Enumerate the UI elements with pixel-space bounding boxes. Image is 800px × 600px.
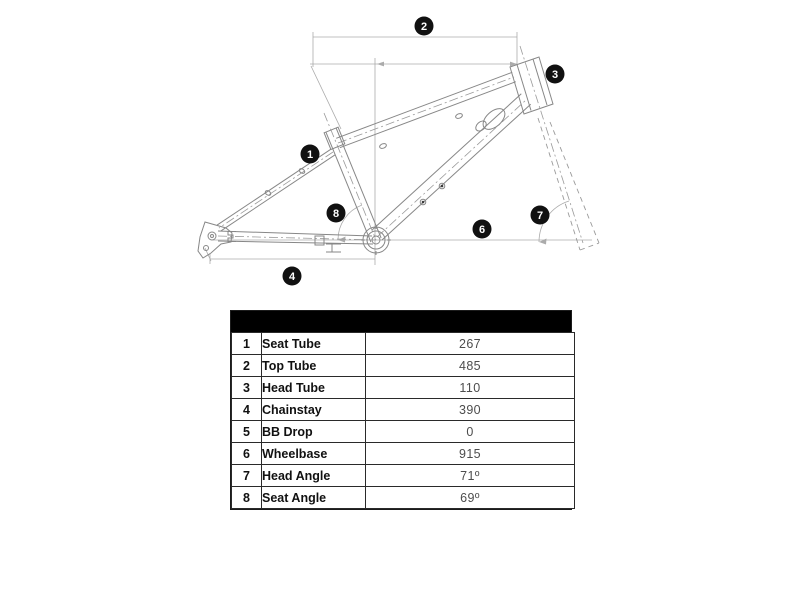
row-value-cell: 71º xyxy=(366,465,575,487)
geometry-spec-table xyxy=(231,332,575,509)
callout-number: 3 xyxy=(551,68,559,81)
chainstay xyxy=(218,231,373,252)
table-row xyxy=(232,333,575,355)
table-row xyxy=(232,377,575,399)
table-row xyxy=(232,399,575,421)
dimension-lines xyxy=(205,32,592,265)
fork-outline xyxy=(538,118,599,250)
frame-outline xyxy=(198,57,553,258)
row-number-cell: 1 xyxy=(232,333,262,355)
table-header-bar xyxy=(231,311,571,332)
row-label-cell: Chainstay xyxy=(262,399,366,421)
row-number-cell: 8 xyxy=(232,487,262,509)
callouts xyxy=(283,17,565,286)
row-value-cell: 0 xyxy=(366,421,575,443)
callout-number: 7 xyxy=(536,209,544,222)
row-label-cell: Top Tube xyxy=(262,355,366,377)
table-row xyxy=(232,421,575,443)
row-label-cell: BB Drop xyxy=(262,421,366,443)
callout-number: 1 xyxy=(306,148,314,161)
tube-centerlines xyxy=(218,46,583,243)
row-value-cell: 267 xyxy=(366,333,575,355)
row-label-cell: Head Tube xyxy=(262,377,366,399)
row-number-cell: 5 xyxy=(232,421,262,443)
gussets-and-cable-guides xyxy=(379,105,509,205)
row-label-cell: Wheelbase xyxy=(262,443,366,465)
row-number-cell: 3 xyxy=(232,377,262,399)
callout-number: 4 xyxy=(288,270,296,283)
callout-number: 8 xyxy=(332,207,340,220)
row-label-cell: Seat Tube xyxy=(262,333,366,355)
table-row xyxy=(232,355,575,377)
geometry-table xyxy=(230,310,572,510)
row-value-cell: 390 xyxy=(366,399,575,421)
row-number-cell: 4 xyxy=(232,399,262,421)
row-number-cell: 7 xyxy=(232,465,262,487)
head-tube xyxy=(510,57,553,114)
row-value-cell: 915 xyxy=(366,443,575,465)
table-row xyxy=(232,443,575,465)
row-number-cell: 6 xyxy=(232,443,262,465)
row-label-cell: Head Angle xyxy=(262,465,366,487)
row-label-cell: Seat Angle xyxy=(262,487,366,509)
seat-tube xyxy=(324,127,381,242)
table-row xyxy=(232,487,575,509)
row-number-cell: 2 xyxy=(232,355,262,377)
callout-number: 2 xyxy=(420,20,428,33)
row-value-cell: 69º xyxy=(366,487,575,509)
callout-number: 6 xyxy=(478,223,486,236)
row-value-cell: 110 xyxy=(366,377,575,399)
row-value-cell: 485 xyxy=(366,355,575,377)
table-row xyxy=(232,465,575,487)
